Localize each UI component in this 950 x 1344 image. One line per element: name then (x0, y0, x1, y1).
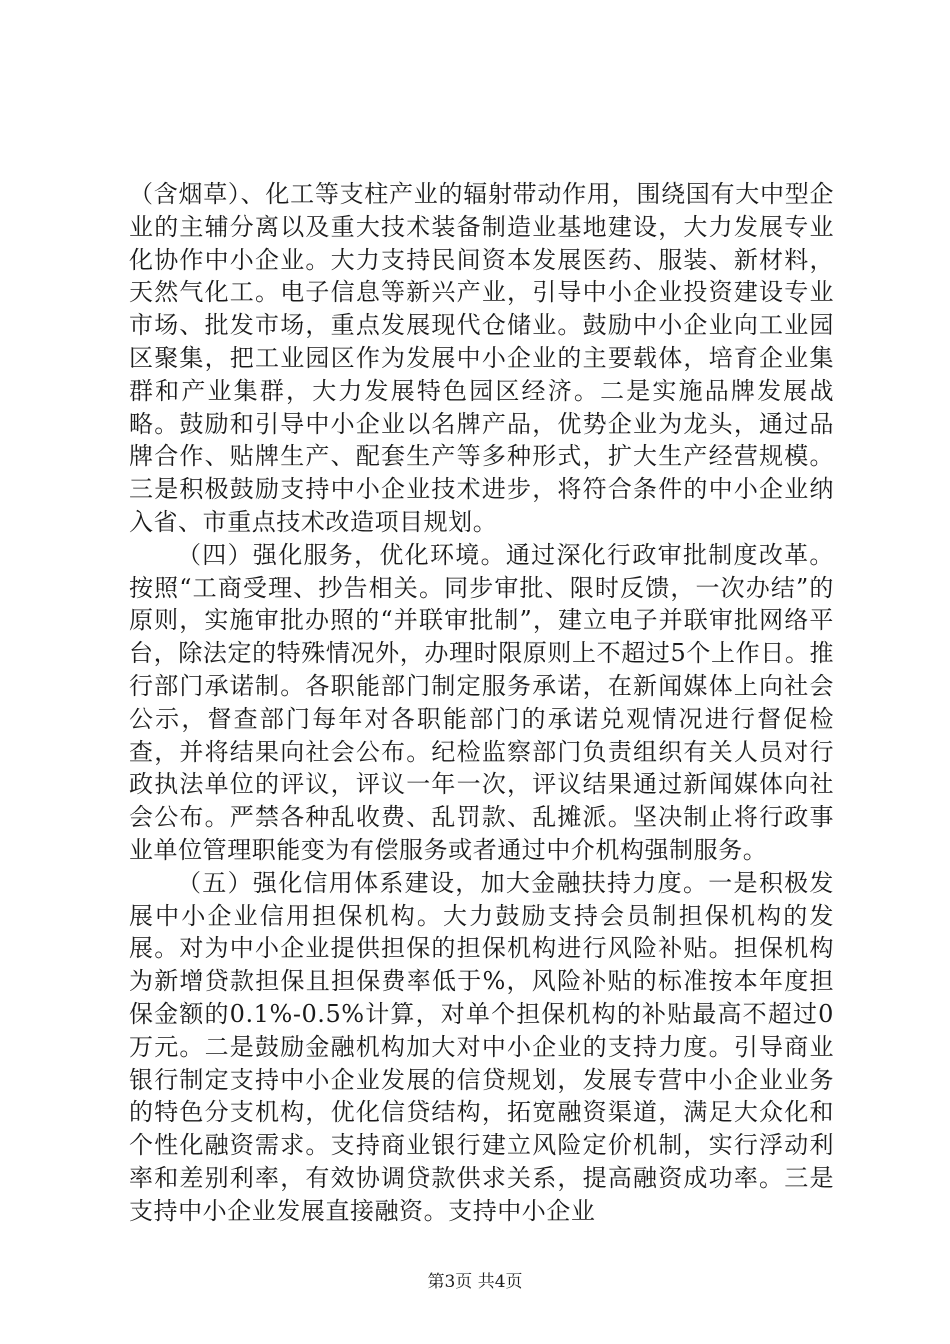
paragraph-2: （四）强化服务，优化环境。通过深化行政审批制度改革。按照“工商受理、抄告相关。同步审批、限时反馈，一次办结”的原则，实施审批办照的“并联审批制”，建立电子并联审批网络平台，除法定的特殊情况外，办理时限原则上不超过5个上作日。推行部门承诺制。各职能部门制定服务承诺，在新闻媒体上向社会公示，督查部门每年对各职能部门的承诺兑观情况进行督促检查，并将结果向社会公布。纪检监察部门负责组织有关人员对行政执法单位的评议，评议一年一次，评议结果通过新闻媒体向社会公布。严禁各种乱收费、乱罚款、乱摊派。坚决制止将行政事业单位管理职能变为有偿服务或者通过中介机构强制服务。 (129, 540, 834, 864)
document-body (129, 178, 834, 1228)
page-footer: 第3页 共4页 (427, 1272, 523, 1292)
paragraph-1: （含烟草）、化工等支柱产业的辐射带动作用，围绕国有大中型企业的主辅分离以及重大技术装备制造业基地建设，大力发展专业化协作中小企业。大力支持民间资本发展医药、服装、新材料，天然气化工。电子信息等新兴产业，引导中小企业投资建设专业市场、批发市场，重点发展现代仓储业。鼓励中小企业向工业园区聚集，把工业园区作为发展中小企业的主要载体，培育企业集群和产业集群，大力发展特色园区经济。二是实施品牌发展战略。鼓励和引导中小企业以名牌产品，优势企业为龙头，通过品牌合作、贴牌生产、配套生产等多种形式，扩大生产经营规模。三是积极鼓励支持中小企业技术进步，将符合条件的中小企业纳入省、市重点技术改造项目规划。 (129, 180, 834, 536)
paragraph-3: （五）强化信用体系建设，加大金融扶持力度。一是积极发展中小企业信用担保机构。大力鼓励支持会员制担保机构的发展。对为中小企业提供担保的担保机构进行风险补贴。担保机构为新增贷款担保且担保费率低于%，风险补贴的标准按本年度担保金额的0.1%-0.5%计算，对单个担保机构的补贴最高不超过0万元。二是鼓励金融机构加大对中小企业的支持力度。引导商业银行制定支持中小企业发展的信贷规划，发展专营中小企业业务的特色分支机构，优化信贷结构，拓宽融资渠道，满足大众化和个性化融资需求。支持商业银行建立风险定价机制，实行浮动利率和差别利率，有效协调贷款供求关系，提高融资成功率。三是支持中小企业发展直接融资。支持中小企业 (129, 868, 834, 1225)
